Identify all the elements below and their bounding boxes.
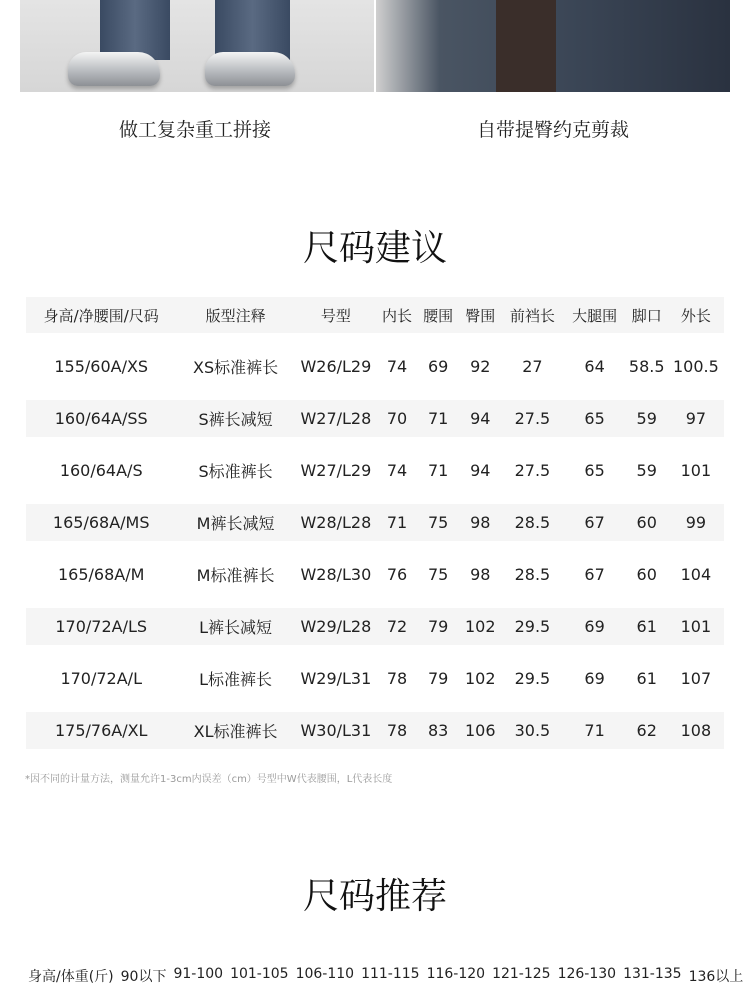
size-cell: 28.5 <box>501 504 563 541</box>
product-photo-jeans-back <box>376 0 730 92</box>
size-cell: M裤长减短 <box>176 504 294 541</box>
size-cell: 160/64A/S <box>59 461 143 480</box>
size-cell: 79 <box>417 608 459 645</box>
header-cell: 号型 <box>295 297 377 333</box>
size-cell: 72 <box>377 608 417 645</box>
size-cell: 107 <box>680 669 712 688</box>
size-cell: 175/76A/XL <box>26 712 176 749</box>
size-chart-table <box>26 297 724 749</box>
size-cell: 30.5 <box>501 712 563 749</box>
size-cell: 94 <box>470 461 491 480</box>
size-cell: 29.5 <box>501 608 563 645</box>
size-cell: 67 <box>584 565 605 584</box>
row-spacer <box>26 697 724 712</box>
caption-right: 自带提臀约克剪裁 <box>476 119 629 141</box>
size-cell: W27/L29 <box>300 461 372 480</box>
weight-range-label: 106-110 <box>295 966 355 982</box>
size-cell: 76 <box>386 565 408 584</box>
size-cell: 102 <box>459 608 501 645</box>
size-cell: 75 <box>427 565 449 584</box>
size-cell: W26/L29 <box>300 357 372 376</box>
size-cell: 155/60A/XS <box>54 357 149 376</box>
size-cell: 27 <box>522 357 543 376</box>
size-cell: 59 <box>626 400 668 437</box>
header-cell: 外长 <box>668 297 724 333</box>
size-row <box>26 556 724 593</box>
size-cell: 69 <box>563 608 625 645</box>
size-row <box>26 712 724 749</box>
weight-range-label: 131-135 <box>623 966 682 982</box>
header-cell: 腰围 <box>417 297 459 333</box>
size-recommend-title: 尺码推荐 <box>302 876 447 917</box>
size-cell: XS标准裤长 <box>193 358 279 377</box>
size-suggestion-title: 尺码建议 <box>302 228 447 269</box>
row-spacer <box>26 437 724 452</box>
size-cell: 78 <box>386 669 408 688</box>
size-cell: 160/64A/SS <box>26 400 176 437</box>
size-row <box>26 348 724 385</box>
spacer-cell <box>26 697 724 712</box>
size-cell: W29/L31 <box>300 669 372 688</box>
size-cell: 60 <box>626 504 668 541</box>
size-chart-header-row <box>26 297 724 333</box>
spacer-cell <box>26 437 724 452</box>
weight-range-label: 101-105 <box>230 966 289 982</box>
size-cell: W29/L28 <box>295 608 377 645</box>
size-cell: 69 <box>584 669 605 688</box>
size-cell: 62 <box>626 712 668 749</box>
row-spacer <box>26 489 724 504</box>
recommend-header-row <box>28 966 744 986</box>
size-cell: W30/L31 <box>295 712 377 749</box>
size-cell: 28.5 <box>514 565 551 584</box>
header-cell: 大腿围 <box>563 297 625 333</box>
size-row <box>26 400 724 437</box>
size-cell: 71 <box>377 504 417 541</box>
size-cell: 70 <box>377 400 417 437</box>
weight-range-label: 116-120 <box>426 966 486 982</box>
size-cell: 74 <box>386 357 408 376</box>
size-cell: 170/72A/LS <box>26 608 176 645</box>
size-cell: 64 <box>584 357 605 376</box>
size-cell: W28/L30 <box>300 565 372 584</box>
spacer-cell <box>26 489 724 504</box>
size-cell: 61 <box>636 669 657 688</box>
size-cell: 65 <box>584 461 605 480</box>
sneaker-right <box>205 52 295 86</box>
size-cell: 79 <box>427 669 449 688</box>
header-cell: 版型注释 <box>176 297 294 333</box>
size-cell: 67 <box>563 504 625 541</box>
size-cell: 106 <box>459 712 501 749</box>
size-cell: L标准裤长 <box>199 670 273 689</box>
size-cell: W28/L28 <box>295 504 377 541</box>
size-cell: 102 <box>464 669 496 688</box>
size-cell: 100.5 <box>672 357 719 376</box>
sneaker-left <box>68 52 160 86</box>
size-cell: 101 <box>680 461 712 480</box>
header-cell: 脚口 <box>626 297 668 333</box>
size-cell: 71 <box>563 712 625 749</box>
row-spacer <box>26 645 724 660</box>
size-cell: 104 <box>680 565 712 584</box>
dark-panel <box>496 0 556 92</box>
size-cell: 61 <box>626 608 668 645</box>
size-cell: L裤长减短 <box>176 608 294 645</box>
size-row <box>26 660 724 697</box>
spacer-cell <box>26 385 724 400</box>
recommend-header-label: 身高/体重(斤) <box>28 969 114 985</box>
size-cell: 27.5 <box>501 400 563 437</box>
size-cell: S标准裤长 <box>198 462 273 481</box>
size-cell: 69 <box>427 357 449 376</box>
size-row <box>26 608 724 645</box>
size-cell: 98 <box>459 504 501 541</box>
size-row <box>26 504 724 541</box>
weight-range-label: 111-115 <box>361 966 420 982</box>
weight-range-label: 121-125 <box>492 966 551 982</box>
size-cell: 99 <box>668 504 724 541</box>
spacer-cell <box>26 333 724 348</box>
spacer-cell <box>26 541 724 556</box>
size-cell: 27.5 <box>514 461 551 480</box>
measurement-note: *因不同的计量方法，测量允许1-3cm内误差（cm）号型中W代表腰围，L代表长度 <box>25 774 393 785</box>
header-cell: 内长 <box>377 297 417 333</box>
size-cell: 58.5 <box>628 357 665 376</box>
row-spacer <box>26 333 724 348</box>
header-cell: 身高/净腰围/尺码 <box>26 297 176 333</box>
size-cell: 101 <box>668 608 724 645</box>
size-cell: 108 <box>668 712 724 749</box>
jeans-leg-right <box>215 0 290 60</box>
size-cell: 78 <box>377 712 417 749</box>
row-spacer <box>26 593 724 608</box>
size-cell: 97 <box>668 400 724 437</box>
row-spacer <box>26 541 724 556</box>
row-spacer <box>26 385 724 400</box>
caption-left: 做工复杂重工拼接 <box>118 119 271 141</box>
size-cell: W27/L28 <box>295 400 377 437</box>
size-cell: 74 <box>386 461 408 480</box>
size-cell: 71 <box>427 461 449 480</box>
weight-range-label: 90以下 <box>120 969 167 985</box>
size-cell: 83 <box>417 712 459 749</box>
size-cell: 92 <box>470 357 491 376</box>
size-cell: M标准裤长 <box>196 566 275 585</box>
size-row <box>26 452 724 489</box>
weight-range-label: 91-100 <box>173 966 224 982</box>
header-cell: 前裆长 <box>501 297 563 333</box>
size-cell: 71 <box>417 400 459 437</box>
size-cell: XL标准裤长 <box>176 712 294 749</box>
size-cell: 65 <box>563 400 625 437</box>
size-cell: 98 <box>470 565 491 584</box>
size-cell: 165/68A/MS <box>26 504 176 541</box>
jeans-leg-left <box>100 0 170 60</box>
size-cell: 165/68A/M <box>57 565 145 584</box>
weight-range-label: 136以上 <box>688 969 744 985</box>
weight-range-label: 126-130 <box>557 966 617 982</box>
product-photo-shoes <box>20 0 374 92</box>
size-cell: 60 <box>636 565 657 584</box>
size-cell: 75 <box>417 504 459 541</box>
size-cell: 59 <box>636 461 657 480</box>
size-cell: 29.5 <box>514 669 551 688</box>
size-cell: S裤长减短 <box>176 400 294 437</box>
size-cell: 170/72A/L <box>60 669 142 688</box>
spacer-cell <box>26 593 724 608</box>
size-cell: 94 <box>459 400 501 437</box>
header-cell: 臀围 <box>459 297 501 333</box>
spacer-cell <box>26 645 724 660</box>
